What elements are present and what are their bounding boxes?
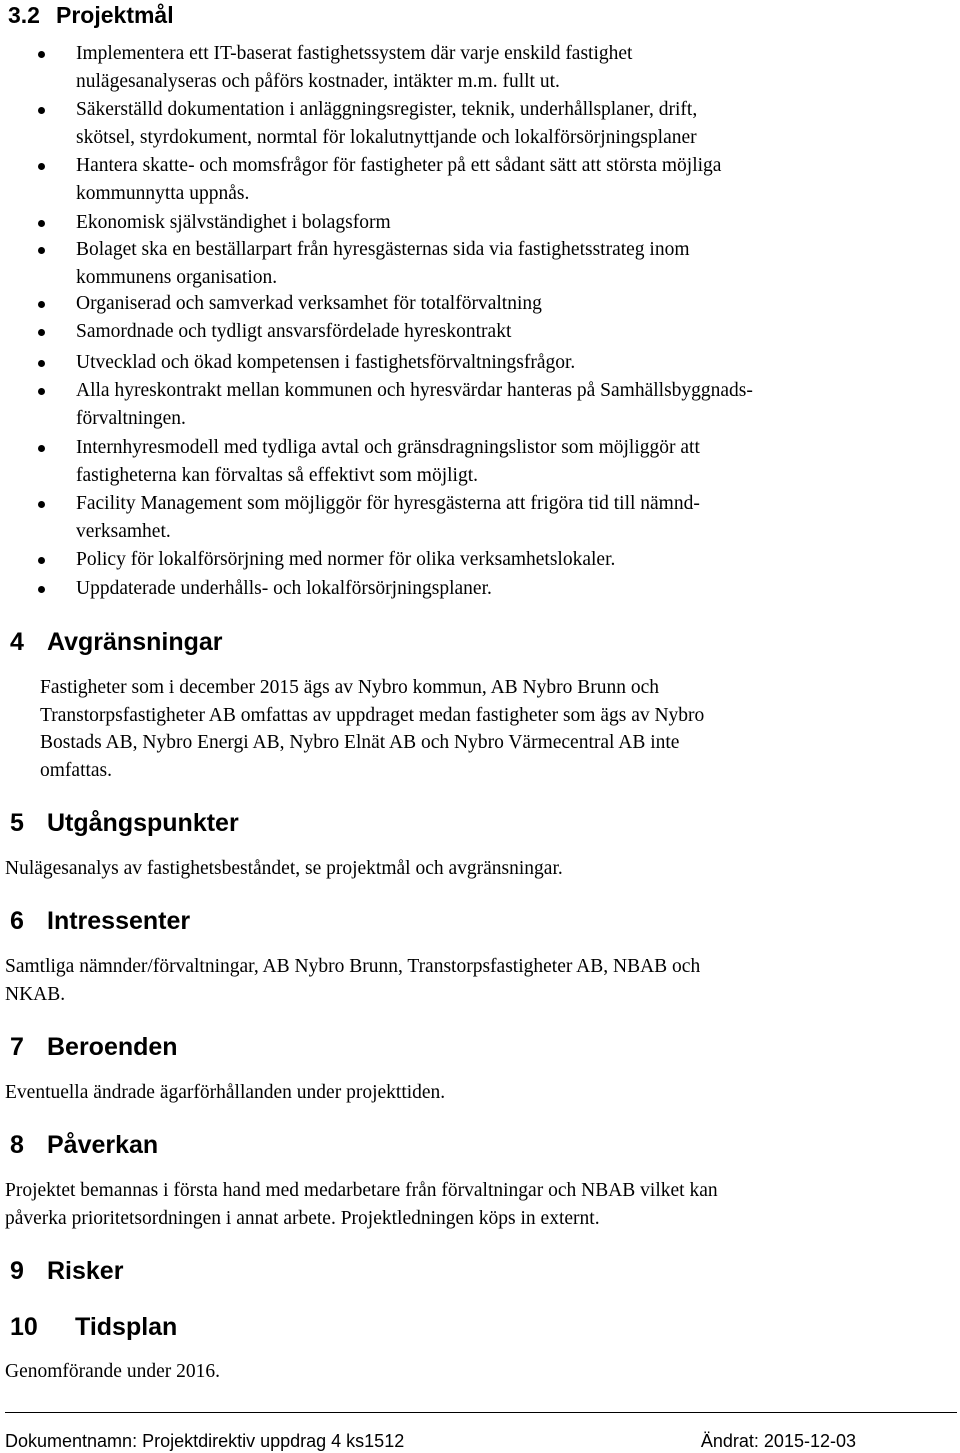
list-item	[76, 546, 936, 574]
list-item	[76, 40, 936, 95]
section-title: Tidsplan	[75, 1313, 178, 1341]
list-item-line: Alla hyreskontrakt mellan kommunen och hyresvärdar hanteras på Samhällsbyggnads-	[76, 380, 753, 401]
bullet-dot-icon	[38, 445, 45, 452]
section-title: Påverkan	[47, 1131, 159, 1159]
section-heading-intressenter	[10, 906, 190, 936]
section-heading-risker	[10, 1256, 123, 1286]
list-item-line: Utvecklad och ökad kompetensen i fastighetsförvaltningsfrågor.	[76, 352, 576, 373]
list-item-line: förvaltningen.	[76, 407, 186, 429]
list-item-line: fastigheterna kan förvaltas så effektivt som möjligt.	[76, 464, 478, 486]
section-title: Beroenden	[47, 1033, 178, 1061]
section-title: Avgränsningar	[47, 628, 223, 656]
list-item	[76, 209, 936, 237]
section-title: Intressenter	[47, 907, 191, 935]
list-item-line: Bolaget ska en beställarpart från hyresgästernas sida via fastighetsstrateg inom	[76, 239, 690, 260]
footer-changed-date: Ändrat: 2015-12-03	[700, 1431, 856, 1451]
section-title: Risker	[47, 1257, 124, 1285]
text-line: Samtliga nämnder/förvaltningar, AB Nybro Brunn, Transtorpsfastigheter AB, NBAB och	[5, 956, 701, 977]
list-item-line: Ekonomisk självständighet i bolagsform	[76, 212, 391, 233]
list-item	[76, 152, 936, 207]
footer-document-name: Dokumentnamn: Projektdirektiv uppdrag 4 ks1512	[5, 1431, 405, 1451]
beroenden-text	[5, 1079, 935, 1107]
bullet-dot-icon	[38, 329, 45, 336]
text-line: Bostads AB, Nybro Energi AB, Nybro Elnät AB och Nybro Värmecentral AB inte	[40, 732, 680, 753]
intressenter-text	[5, 953, 935, 1008]
bullet-dot-icon	[38, 388, 45, 395]
bullet-dot-icon	[38, 557, 45, 564]
text-line: NKAB.	[5, 983, 66, 1005]
section-heading-paverkan	[10, 1130, 158, 1160]
list-item-line: skötsel, styrdokument, normtal för lokalutnyttjande och lokalförsörjningsplaner	[76, 126, 697, 148]
avgransningar-text	[40, 674, 960, 784]
list-item	[76, 290, 936, 318]
list-item-line: Samordnade och tydligt ansvarsfördelade hyreskontrakt	[76, 321, 512, 342]
list-item-line: Internhyresmodell med tydliga avtal och gränsdragningslistor som möjliggör att	[76, 437, 700, 458]
list-item	[76, 349, 936, 377]
bullet-dot-icon	[38, 107, 45, 114]
footer-divider	[5, 1412, 957, 1413]
list-item-line: verksamhet.	[76, 520, 171, 542]
bullet-dot-icon	[38, 586, 45, 593]
list-item	[76, 575, 936, 603]
text-line: Fastigheter som i december 2015 ägs av Nybro kommun, AB Nybro Brunn och	[40, 677, 660, 698]
section-number: 3.2	[8, 2, 40, 28]
list-item-line: Facility Management som möjliggör för hyresgästerna att frigöra tid till nämnd-	[76, 493, 700, 514]
paverkan-text	[5, 1177, 935, 1232]
section-heading-utgangspunkter	[10, 808, 239, 838]
section-number: 4	[10, 628, 24, 656]
list-item-line: Uppdaterade underhålls- och lokalförsörjningsplaner.	[76, 578, 492, 599]
list-item	[76, 490, 936, 545]
section-heading-tidsplan	[10, 1312, 177, 1342]
bullet-dot-icon	[38, 220, 45, 227]
list-item-line: Organiserad och samverkad verksamhet för totalförvaltning	[76, 293, 542, 314]
text-line: påverka prioritetsordningen i annat arbete. Projektledningen köps in externt.	[5, 1207, 600, 1229]
bullet-dot-icon	[38, 301, 45, 308]
bullet-dot-icon	[38, 501, 45, 508]
bullet-dot-icon	[38, 247, 45, 254]
list-item-line: Hantera skatte- och momsfrågor för fastigheter på ett sådant sätt att största möjliga	[76, 155, 722, 176]
list-item-line: Säkerställd dokumentation i anläggningsregister, teknik, underhållsplaner, drift,	[76, 99, 698, 120]
section-number: 9	[10, 1257, 24, 1285]
bullet-dot-icon	[38, 360, 45, 367]
list-item-line: Implementera ett IT-baserat fastighetssystem där varje enskild fastighet	[76, 43, 633, 64]
section-number: 5	[10, 809, 24, 837]
section-number: 8	[10, 1131, 24, 1159]
list-item-line: kommunens organisation.	[76, 266, 278, 288]
section-title: Projektmål	[56, 2, 174, 28]
section-heading-avgransningar	[10, 627, 223, 657]
text-line: Transtorpsfastigheter AB omfattas av uppdraget medan fastigheter som ägs av Nybro	[40, 704, 705, 726]
list-item	[76, 318, 936, 346]
tidsplan-text	[5, 1358, 935, 1386]
list-item-line: kommunnytta uppnås.	[76, 182, 250, 204]
section-heading-beroenden	[10, 1032, 178, 1062]
list-item	[76, 434, 936, 489]
bullet-dot-icon	[38, 163, 45, 170]
section-number: 10	[10, 1313, 38, 1341]
section-number: 7	[10, 1033, 24, 1061]
list-item	[76, 236, 936, 291]
text-line: Genomförande under 2016.	[5, 1361, 220, 1382]
text-line: Projektet bemannas i första hand med medarbetare från förvaltningar och NBAB vilket kan	[5, 1180, 718, 1201]
utgangspunkter-text	[5, 855, 935, 883]
list-item-line: nulägesanalyseras och påförs kostnader, intäkter m.m. fullt ut.	[76, 70, 560, 92]
text-line: Nulägesanalys av fastighetsbeståndet, se projektmål och avgränsningar.	[5, 858, 563, 879]
bullet-dot-icon	[38, 51, 45, 58]
list-item	[76, 377, 936, 432]
section-number: 6	[10, 907, 24, 935]
list-item-line: Policy för lokalförsörjning med normer för olika verksamhetslokaler.	[76, 549, 616, 570]
text-line: omfattas.	[40, 759, 113, 781]
section-heading-projektmal	[8, 0, 174, 30]
section-title: Utgångspunkter	[47, 809, 239, 837]
text-line: Eventuella ändrade ägarförhållanden under projekttiden.	[5, 1082, 446, 1103]
list-item	[76, 96, 936, 151]
